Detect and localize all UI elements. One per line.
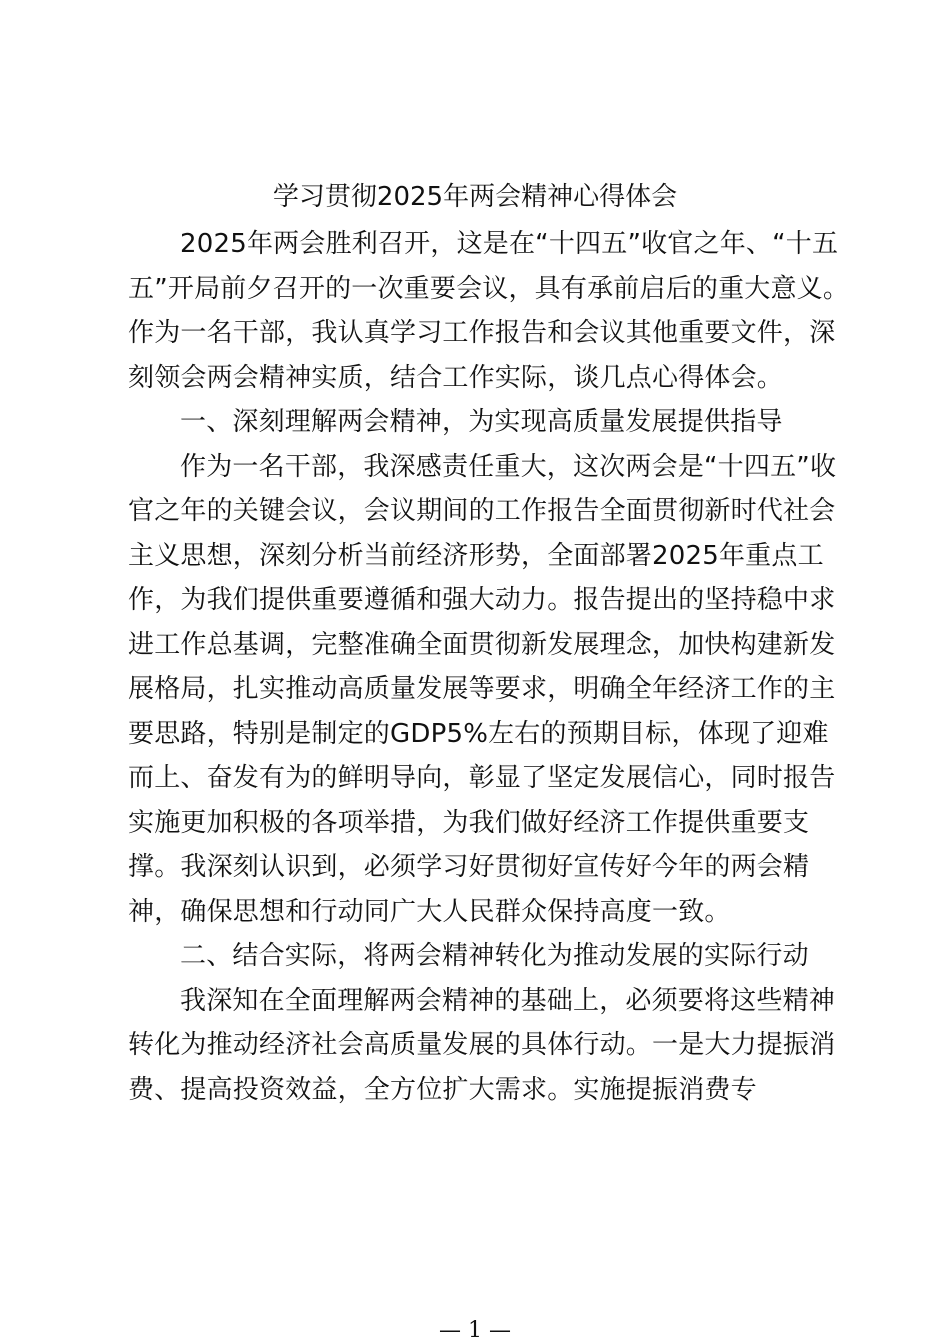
body-line: 神，确保思想和行动同广大人民群众保持高度一致。 (128, 896, 731, 927)
body-line: 实施更加积极的各项举措，为我们做好经济工作提供重要支 (128, 807, 810, 838)
body-line: 转化为推动经济社会高质量发展的具体行动。一是大力提振消 (128, 1030, 836, 1060)
body-line: 撑。我深刻认识到，必须学习好贯彻好宣传好今年的两会精 (128, 852, 810, 882)
page-number: — 1 — (439, 1318, 511, 1343)
body-text (128, 222, 850, 1112)
body-line: 进工作总基调，完整准确全面贯彻新发展理念，加快构建新发 (128, 629, 836, 660)
body-line: 作，为我们提供重要遵循和强大动力。报告提出的坚持稳中求 (128, 585, 836, 615)
body-line: 刻领会两会精神实质，结合工作实际，谈几点心得体会。 (128, 362, 784, 393)
body-line: 官之年的关键会议，会议期间的工作报告全面贯彻新时代社会 (128, 496, 836, 526)
document-title: 学习贯彻2025年两会精神心得体会 (272, 182, 678, 212)
body-line: 展格局，扎实推动高质量发展等要求，明确全年经济工作的主 (128, 674, 836, 704)
body-line: 费、提高投资效益，全方位扩大需求。实施提振消费专 (128, 1074, 757, 1105)
body-line: 主义思想，深刻分析当前经济形势，全面部署2025年重点工 (128, 540, 824, 571)
body-line: 二、结合实际，将两会精神转化为推动发展的实际行动 (180, 941, 809, 971)
body-line: 一、深刻理解两会精神，为实现高质量发展提供指导 (180, 407, 783, 437)
body-line: 我深知在全面理解两会精神的基础上，必须要将这些精神 (180, 985, 836, 1016)
body-line: 作为一名干部，我认真学习工作报告和会议其他重要文件，深 (128, 318, 836, 348)
body-line: 2025年两会胜利召开，这是在“十四五”收官之年、“十五 (180, 229, 839, 259)
body-line: 要思路，特别是制定的GDP5%左右的预期目标，体现了迎难 (128, 718, 829, 749)
body-line: 五”开局前夕召开的一次重要会议，具有承前启后的重大意义。 (128, 273, 850, 304)
body-line: 作为一名干部，我深感责任重大，这次两会是“十四五”收 (180, 451, 837, 482)
body-line: 而上、奋发有为的鲜明导向，彰显了坚定发展信心，同时报告 (128, 763, 836, 793)
